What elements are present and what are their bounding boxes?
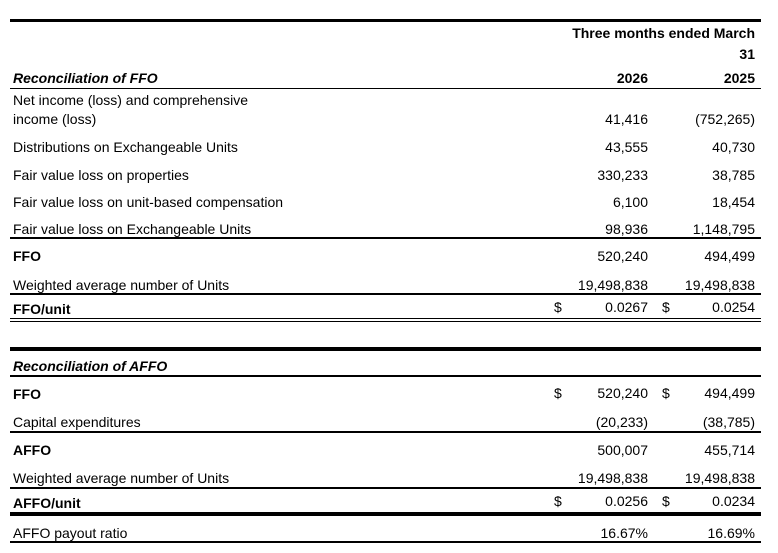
ffo-row-label: Fair value loss on Exchangeable Units [13, 221, 252, 237]
affo-per-unit-current: 0.0256 [605, 493, 648, 509]
affo-row-label: AFFO payout ratio [13, 525, 128, 541]
ffo-row-current: 6,100 [612, 194, 648, 210]
ffo-row-current: 19,498,838 [577, 277, 648, 293]
year-current-header: 2026 [616, 70, 648, 86]
affo-section-title: Reconciliation of AFFO [13, 358, 168, 374]
ffo-section-title: Reconciliation of FFO [13, 70, 158, 86]
affo-total-label: AFFO [13, 442, 52, 458]
header-rule [10, 88, 761, 89]
affo-title-rule [10, 375, 761, 377]
ffo-row-prior: 18,454 [712, 194, 755, 210]
ffo-row-label: Weighted average number of Units [13, 277, 230, 293]
ffo-double-rule-1 [10, 318, 761, 319]
ffo-row-prior: 38,785 [712, 167, 755, 183]
period-header-line1: Three months ended March [572, 25, 755, 41]
ffo-row-prior: 1,148,795 [692, 221, 755, 237]
ffo-unit-rule [10, 293, 761, 295]
ffo-row-current: 98,936 [605, 221, 648, 237]
ffo-row-prior: 19,498,838 [684, 277, 755, 293]
affo-per-unit-label: AFFO/unit [13, 495, 81, 511]
ffo-subtotal-rule [10, 237, 761, 239]
ffo-total-prior: 494,499 [704, 248, 755, 264]
ffo-row-label: Net income (loss) and comprehensive [13, 92, 248, 108]
affo-unit-rule [10, 487, 761, 489]
ffo-per-unit-current: 0.0267 [605, 299, 648, 315]
affo-row-prior: 494,499 [704, 385, 755, 401]
ffo-total-label: FFO [13, 248, 41, 264]
ffo-row-current: 41,416 [605, 111, 648, 127]
currency-symbol: $ [662, 299, 670, 315]
ffo-row-label: Distributions on Exchangeable Units [13, 139, 238, 155]
top-rule [10, 19, 761, 22]
ffo-row-current: 43,555 [605, 139, 648, 155]
affo-row-current: 19,498,838 [577, 470, 648, 486]
affo-row-label: FFO [13, 386, 41, 402]
ffo-row-label: Fair value loss on unit-based compensation [13, 194, 284, 210]
affo-per-unit-prior: 0.0234 [712, 493, 755, 509]
affo-unit-bottom-rule [10, 512, 761, 516]
affo-subtotal-rule [10, 431, 761, 433]
ffo-per-unit-prior: 0.0254 [712, 299, 755, 315]
affo-row-current: 520,240 [597, 385, 648, 401]
affo-row-prior: 16.69% [707, 525, 755, 541]
affo-row-current: 16.67% [600, 525, 648, 541]
ffo-double-rule-2 [10, 321, 761, 322]
ffo-row-label: Fair value loss on properties [13, 167, 189, 183]
period-header-line2: 31 [739, 46, 755, 62]
ffo-per-unit-label: FFO/unit [13, 301, 71, 317]
affo-row-label: Capital expenditures [13, 414, 141, 430]
ffo-row-prior: 40,730 [712, 139, 755, 155]
currency-symbol: $ [554, 299, 562, 315]
affo-section-rule [10, 347, 761, 351]
currency-symbol: $ [662, 385, 670, 401]
ffo-row-current: 330,233 [597, 167, 648, 183]
currency-symbol: $ [662, 493, 670, 509]
affo-total-current: 500,007 [597, 442, 648, 458]
affo-row-current: (20,233) [595, 414, 648, 430]
affo-row-prior: 19,498,838 [684, 470, 755, 486]
bottom-rule [10, 541, 761, 543]
ffo-row-label: income (loss) [13, 111, 97, 127]
year-prior-header: 2025 [723, 70, 755, 86]
ffo-row-prior: (752,265) [695, 111, 755, 127]
affo-total-prior: 455,714 [704, 442, 755, 458]
ffo-total-current: 520,240 [597, 248, 648, 264]
currency-symbol: $ [554, 385, 562, 401]
affo-row-prior: (38,785) [702, 414, 755, 430]
affo-row-label: Weighted average number of Units [13, 470, 230, 486]
currency-symbol: $ [554, 493, 562, 509]
